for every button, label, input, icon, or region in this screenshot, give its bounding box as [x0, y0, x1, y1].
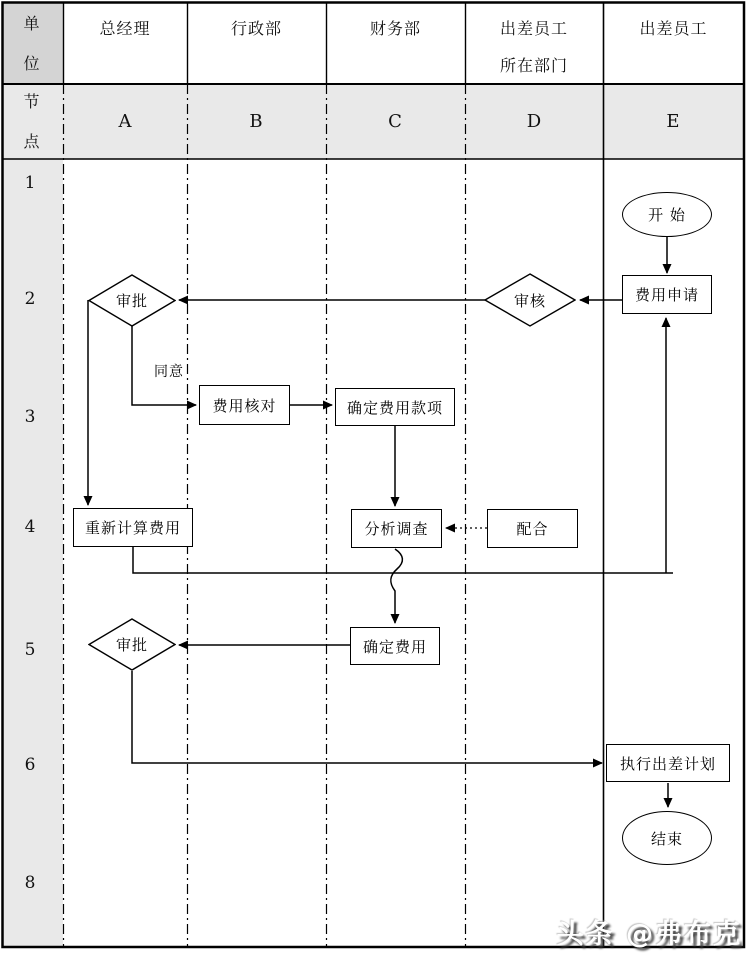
flow-decision-review: [484, 273, 576, 327]
node-letter-e: E: [666, 111, 680, 132]
col-header-finance-dept: 财务部: [369, 19, 421, 38]
col-header-general-manager: 总经理: [99, 19, 151, 38]
node-letter-c: C: [388, 111, 402, 132]
recalculate-label: 重新计算费用: [84, 519, 181, 537]
flow-step-recalculate: [73, 508, 193, 547]
col-header-travel-employee: 出差员工: [639, 19, 708, 38]
connector-recalculate-feedback-horizontal: [133, 547, 673, 573]
node-letter-b: B: [249, 111, 263, 132]
row-number-6: 6: [24, 755, 36, 775]
row-number-8: 8: [24, 873, 36, 893]
watermark-text: 头条 @弗布克: [556, 919, 742, 950]
review-label: 审核: [513, 291, 546, 310]
flow-step-determine-items: [335, 388, 455, 426]
node-letter-d: D: [526, 111, 542, 132]
flow-end-terminator: [622, 811, 712, 865]
expense-apply-label: 费用申请: [634, 286, 699, 304]
flow-step-cooperate: [487, 509, 578, 548]
node-letter-a: A: [118, 111, 132, 132]
connector-analyze-to-determine-wavy: [391, 549, 403, 623]
flow-step-expense-check: [199, 385, 290, 425]
flow-step-expense-apply: [622, 275, 712, 314]
col-header-admin-dept: 行政部: [230, 19, 282, 38]
row-number-2: 2: [24, 289, 36, 309]
flow-step-determine-expense: [350, 627, 440, 665]
node-label: 节点: [23, 92, 41, 151]
flow-decision-approve-1: [88, 274, 176, 327]
row-number-1: 1: [24, 173, 36, 193]
approve-2-label: 审批: [115, 636, 148, 654]
analyze-label: 分析调查: [364, 520, 429, 538]
flow-end-label: 结束: [650, 829, 683, 848]
determine-expense-label: 确定费用: [362, 637, 427, 656]
col-header-employee-dept: 出差员工所在部门: [499, 19, 568, 75]
row-number-4: 4: [24, 517, 36, 537]
approve-1-label: 审批: [115, 291, 148, 310]
flow-start-terminator: [622, 192, 712, 237]
expense-check-label: 费用核对: [212, 396, 277, 415]
cooperate-label: 配合: [516, 520, 549, 538]
connector-approve2-to-execute: [132, 671, 602, 763]
agree-edge-label: 同意: [152, 361, 186, 381]
flow-start-label: 开 始: [648, 206, 686, 224]
flow-decision-approve-2: [88, 618, 176, 671]
row-number-5: 5: [24, 640, 36, 660]
row-number-rail: [2, 159, 63, 947]
execute-plan-label: 执行出差计划: [619, 754, 716, 773]
unit-label: 单位: [23, 14, 41, 73]
flow-step-execute-plan: [606, 744, 730, 782]
determine-items-label: 确定费用款项: [346, 398, 443, 417]
row-number-3: 3: [24, 407, 36, 427]
flow-step-analyze: [351, 509, 442, 548]
